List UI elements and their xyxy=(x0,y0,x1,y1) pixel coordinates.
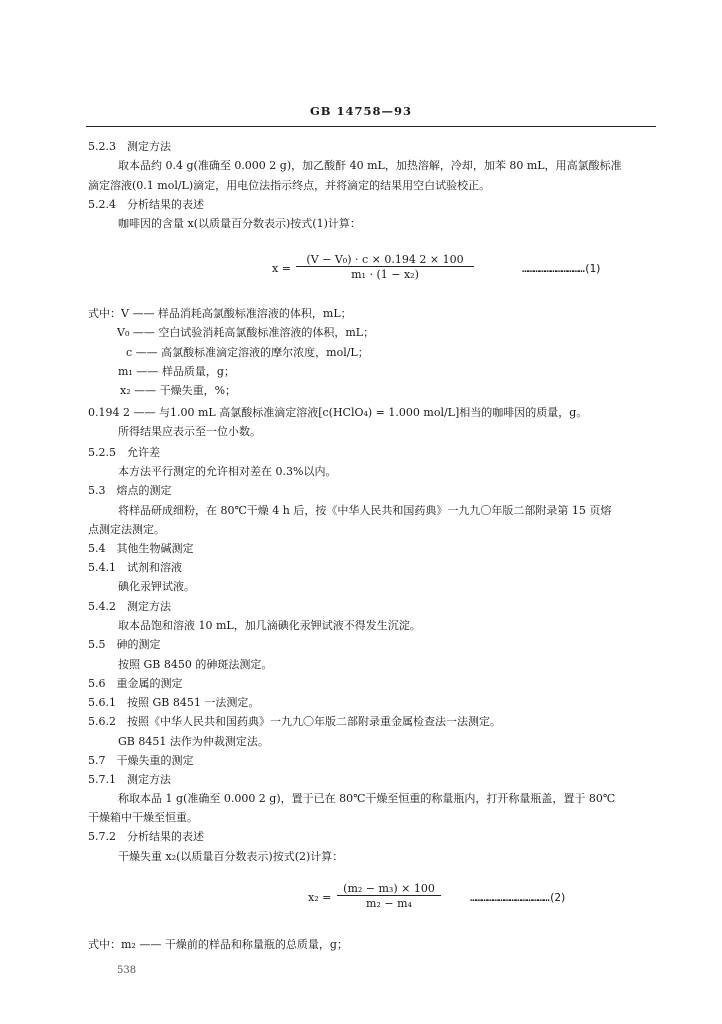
section-5-2-4-heading: 5.2.4 分析结果的表述 xyxy=(88,198,204,211)
formula-1-lhs: x = xyxy=(272,262,291,275)
section-5-5-heading: 5.5 砷的测定 xyxy=(88,638,161,651)
variable-definition: c —— 高氯酸标准滴定溶液的摩尔浓度，mol/L； xyxy=(126,346,369,359)
variable-definition: 式中：m₂ —— 干燥前的样品和称量瓶的总质量，g； xyxy=(88,938,348,951)
section-5-2-5-heading: 5.2.5 允许差 xyxy=(88,446,160,459)
formula-2-lhs: x₂ = xyxy=(308,891,332,904)
paragraph-line: 碘化汞钾试液。 xyxy=(118,580,195,593)
section-5-4-heading: 5.4 其他生物碱测定 xyxy=(88,542,194,555)
paragraph-line: 称取本品 1 g(准确至 0.000 2 g)，置于已在 80℃干燥至恒重的称量瓶内，打开称量瓶盖，置于 80℃ xyxy=(118,792,616,805)
formula-1-number: ……………………………(1) xyxy=(522,262,601,275)
paragraph-line: 所得结果应表示至一位小数。 xyxy=(118,425,261,438)
section-5-4-1-heading: 5.4.1 试剂和溶液 xyxy=(88,561,182,574)
paragraph-line: 将样品研成细粉，在 80℃干燥 4 h 后，按《中华人民共和国药典》一九九〇年版二部附录第 15 页熔 xyxy=(118,504,612,517)
variable-definition: x₂ —— 干燥失重，%； xyxy=(120,384,237,397)
section-5-2-3-heading: 5.2.3 测定方法 xyxy=(88,140,171,153)
paragraph-line: 咖啡因的含量 x(以质量百分数表示)按式(1)计算： xyxy=(118,217,361,230)
formula-2-numerator: (m₂ − m₃) × 100 xyxy=(337,882,441,896)
paragraph-line: GB 8451 法作为仲裁测定法。 xyxy=(118,735,269,748)
section-5-3-heading: 5.3 熔点的测定 xyxy=(88,484,172,497)
variable-definition: 式中：V —— 样品消耗高氯酸标准溶液的体积，mL； xyxy=(88,307,352,320)
paragraph-line: 取本品饱和溶液 10 mL，加几滴碘化汞钾试液不得发生沉淀。 xyxy=(118,619,421,632)
paragraph-line: 干燥失重 x₂(以质量百分数表示)按式(2)计算： xyxy=(118,850,344,863)
formula-2-fraction xyxy=(337,882,441,910)
paragraph-line: 点测定法测定。 xyxy=(88,523,165,536)
formula-2-denominator: m₂ − m₄ xyxy=(366,897,412,910)
page-number: 538 xyxy=(117,965,137,976)
variable-definition: 0.194 2 —— 与1.00 mL 高氯酸标准滴定溶液[c(HClO₄) = 1.000 mol/L]相当的咖啡因的质量，g。 xyxy=(88,406,588,419)
section-5-7-heading: 5.7 干燥失重的测定 xyxy=(88,754,194,767)
formula-2-number: ……………………………………(2) xyxy=(470,891,566,904)
standard-code-header: GB 14758—93 xyxy=(309,104,413,118)
section-5-6-heading: 5.6 重金属的测定 xyxy=(88,677,183,690)
paragraph-line: 干燥箱中干燥至恒重。 xyxy=(88,811,198,824)
formula-1-denominator: m₁ · (1 − x₂) xyxy=(351,268,419,281)
section-5-7-1-heading: 5.7.1 测定方法 xyxy=(88,773,171,786)
section-5-6-1: 5.6.1 按照 GB 8451 一法测定。 xyxy=(88,696,260,709)
paragraph-line: 按照 GB 8450 的砷斑法测定。 xyxy=(118,658,273,671)
paragraph-line: 本方法平行测定的允许相对差在 0.3%以内。 xyxy=(118,465,337,478)
formula-1-fraction xyxy=(296,253,474,281)
formula-1-numerator: (V − V₀) · c × 0.194 2 × 100 xyxy=(296,253,474,267)
paragraph-line: 取本品约 0.4 g(准确至 0.000 2 g)，加乙酸酐 40 mL，加热溶解，冷却，加苯 80 mL，用高氯酸标准 xyxy=(118,159,622,172)
section-5-4-2-heading: 5.4.2 测定方法 xyxy=(88,600,171,613)
variable-definition: V₀ —— 空白试验消耗高氯酸标准溶液的体积，mL； xyxy=(117,326,375,339)
section-5-7-2-heading: 5.7.2 分析结果的表述 xyxy=(88,830,204,843)
paragraph-line: 滴定溶液(0.1 mol/L)滴定，用电位法指示终点，并将滴定的结果用空白试验校正。 xyxy=(88,179,491,192)
header-rule xyxy=(86,126,656,127)
variable-definition: m₁ —— 样品质量，g； xyxy=(118,365,235,378)
section-5-6-2: 5.6.2 按照《中华人民共和国药典》一九九〇年版二部附录重金属检查法一法测定。 xyxy=(88,715,501,728)
